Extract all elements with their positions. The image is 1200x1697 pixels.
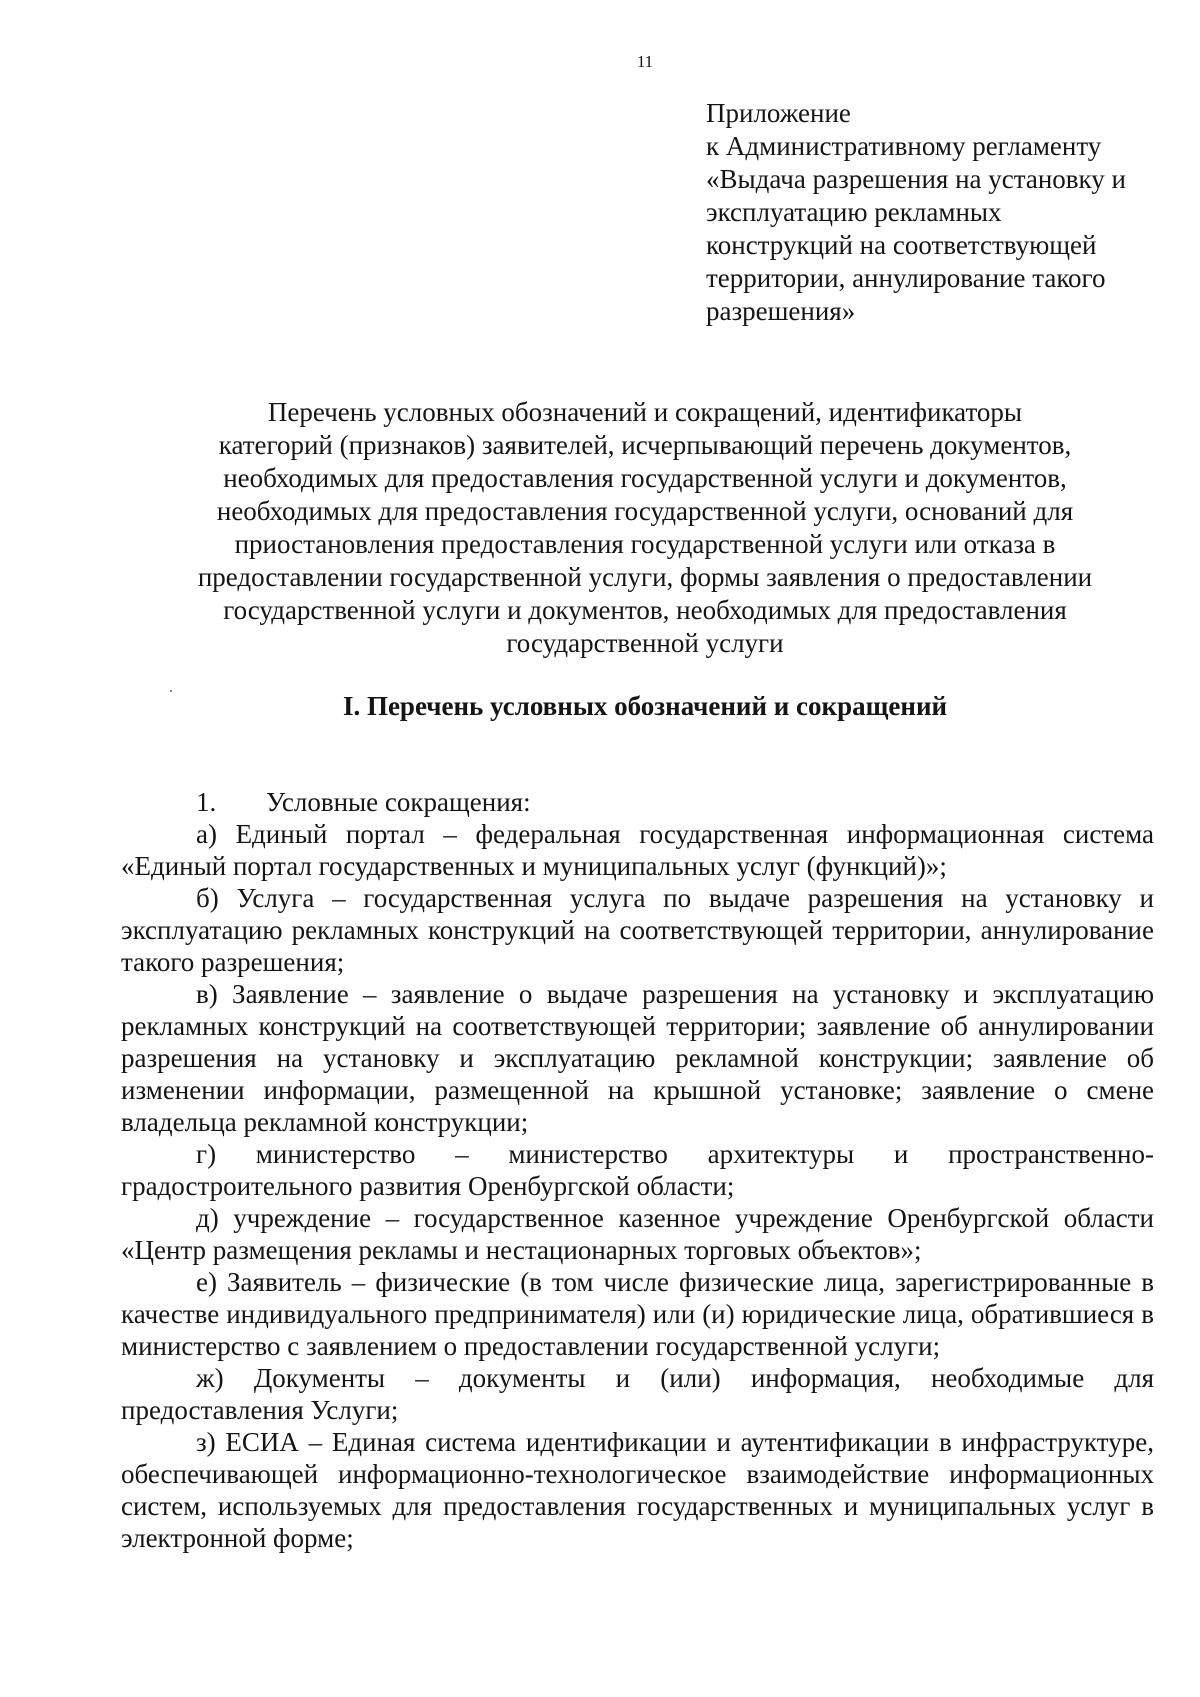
title-line: необходимых для предоставления государственной услуги и документов,: [223, 463, 1067, 493]
abbreviations-list: [121, 786, 1154, 1554]
appendix-line: «Выдача разрешения на установку и: [706, 164, 1126, 194]
list-item-v: в) Заявление – заявление о выдаче разрешения на установку и эксплуатацию рекламных конструкций на соответствующей территории; заявление об аннулировании разрешения на установку и эксплуатацию рекламной конструкции; заявление об изменении информации, размещенной на крышной установке; заявление о смене владельца рекламной конструкции;: [121, 979, 1154, 1137]
list-item-b: б) Услуга – государственная услуга по выдаче разрешения на установку и эксплуатацию рекламных конструкций на соответствующей территории, аннулирование такого разрешения;: [121, 883, 1154, 977]
appendix-line: конструкций на соответствующей: [706, 230, 1097, 260]
section-heading: I. Перечень условных обозначений и сокращений: [342, 691, 948, 721]
appendix-line: к Административному регламенту: [706, 131, 1102, 161]
list-item-e: е) Заявитель – физические (в том числе физические лица, зарегистрированные в качестве индивидуального предпринимателя) или (и) юридические лица, обратившиеся в министерство с заявлением о предоставлении государственной услуги;: [121, 1267, 1154, 1361]
list-item-z: з) ЕСИА – Единая система идентификации и аутентификации в инфраструктуре, обеспечивающей информационно-технологическое взаимодействие информационных систем, используемых для предоставления государственных и муниципальных услуг в электронной форме;: [121, 1427, 1154, 1553]
page-number: 11: [636, 52, 654, 71]
appendix-block: [706, 97, 1176, 328]
title-line: категорий (признаков) заявителей, исчерпывающий перечень документов,: [218, 430, 1072, 460]
title-line: предоставлении государственной услуги, формы заявления о предоставлении: [197, 562, 1093, 592]
title-line: необходимых для предоставления государственной услуги, оснований для: [216, 496, 1074, 526]
title-line: Перечень условных обозначений и сокращений, идентификаторы: [267, 397, 1023, 427]
list-item-g: г) министерство – министерство архитектуры и пространственно-градостроительного развития Оренбургской области;: [121, 1139, 1154, 1201]
title-line: государственной услуги и документов, необходимых для предоставления: [223, 595, 1067, 625]
appendix-line: эксплуатацию рекламных: [706, 197, 1002, 227]
document-title: [120, 396, 1170, 660]
list-item-a: а) Единый портал – федеральная государственная информационная система «Единый портал государственных и муниципальных услуг (функций)»;: [121, 819, 1154, 881]
list-title: Условные сокращения:: [266, 787, 531, 817]
list-item-zh: ж) Документы – документы и (или) информация, необходимые для предоставления Услуги;: [121, 1363, 1154, 1425]
list-number: 1.: [196, 787, 217, 817]
title-line: государственной услуги: [506, 628, 784, 658]
appendix-line: Приложение: [706, 98, 851, 128]
appendix-line: разрешения»: [706, 296, 856, 326]
list-title-row: [121, 786, 1154, 818]
appendix-line: территории, аннулирование такого: [706, 263, 1106, 293]
title-line: приостановления предоставления государственной услуги или отказа в: [234, 529, 1056, 559]
list-item-d: д) учреждение – государственное казенное учреждение Оренбургской области «Центр размещения рекламы и нестационарных торговых объектов»;: [121, 1203, 1154, 1265]
